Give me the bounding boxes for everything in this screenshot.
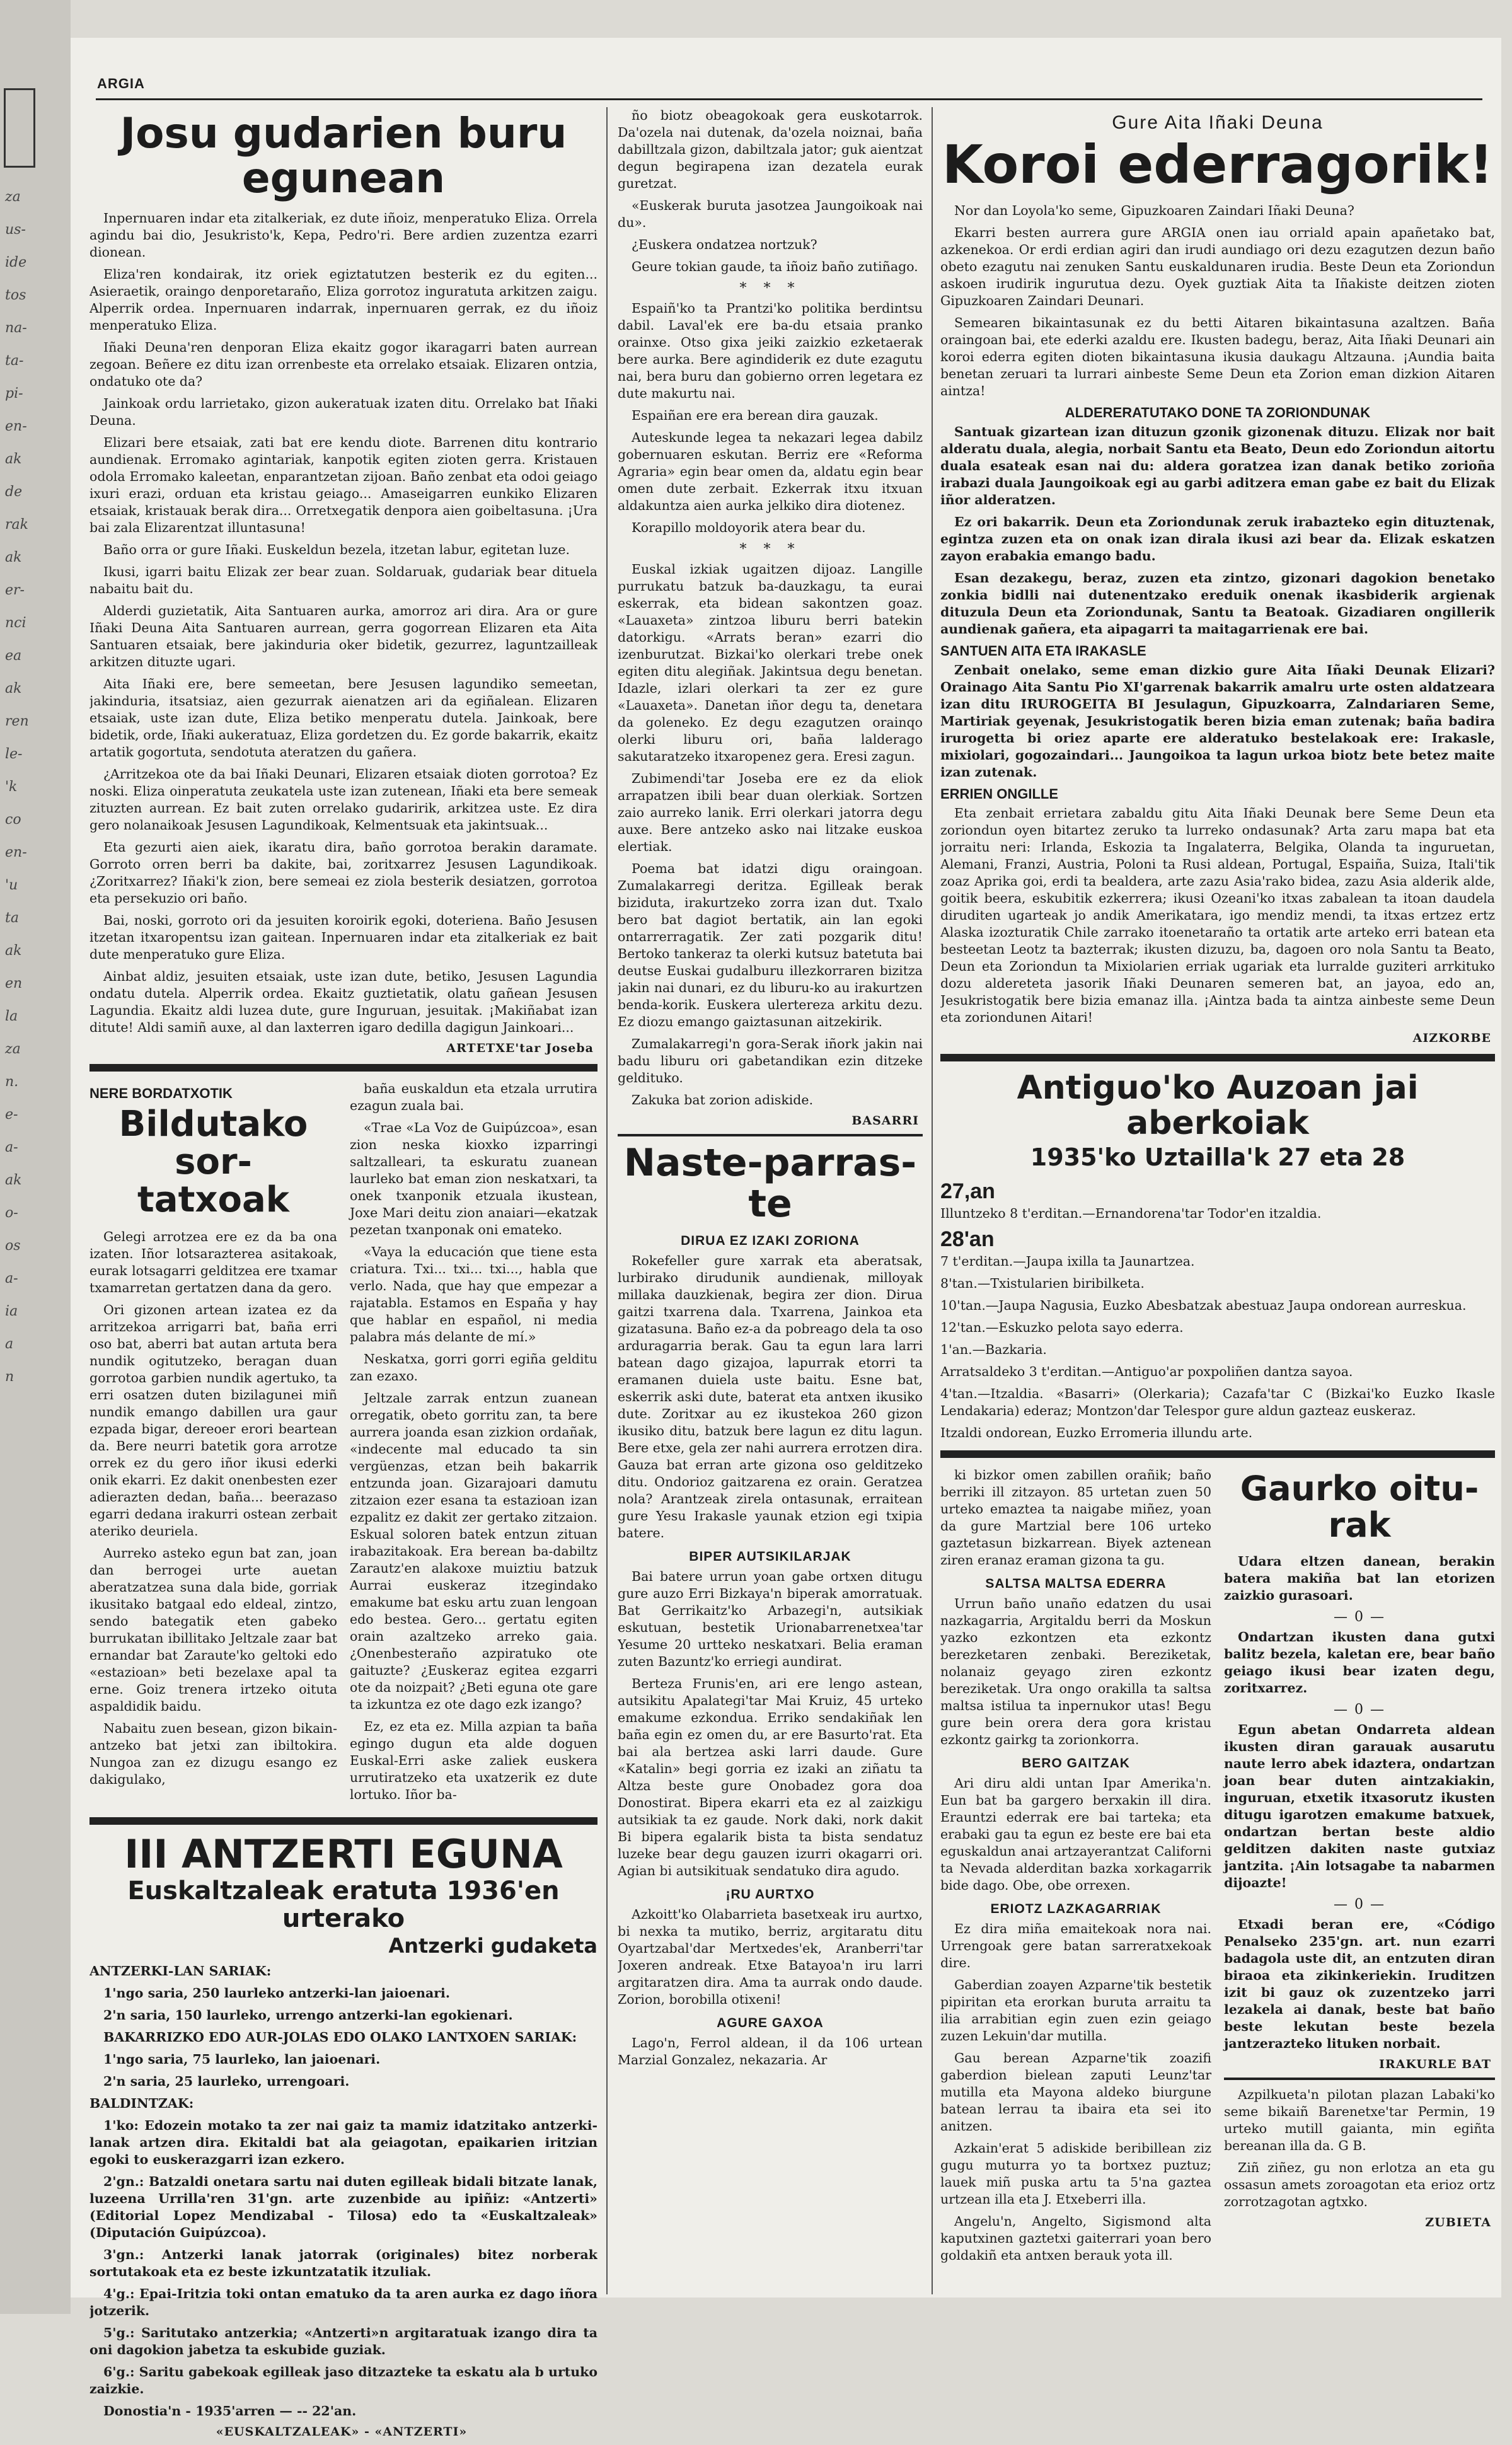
paragraph: Espaiñ'ko ta Prantzi'ko politika berdintsu dabil. Laval'ek ere ba-du etsaia pranko orainxe. Otso gixa jeiki zaizkio ezketaerak bere aurka. Bere agindiderik ez dute ezagutu nai, bera buru dan gobierno orren legetara ez dute makurtu nai. — [618, 301, 923, 401]
section-heading: SALTSA MALTSA EDERRA — [985, 1576, 1167, 1592]
adjacent-page-fragment: a- — [5, 1140, 18, 1155]
paragraph: Gelegi arrotzea ere ez da ba ona izaten. Iñor lotsarazterea asitakoak, eurak lotsagarri gelditzea ere txamar txamarretan gertatzen dana da gero. — [89, 1228, 337, 1295]
antzerti-notice — [89, 1830, 597, 2439]
paragraph: «Trae «La Voz de Guipúzcoa», esan zion neska kioxko izparringi saltzalleari, ta eskuratu zuanean laurleko bat eman zion neskatxari, ta onek txanponik etzuala ikustean, Joxe Mari deitu zion anaiari—ekatzak pezetan txanponak oni emateko. — [350, 1119, 597, 1237]
bildutako-right-body — [350, 1080, 597, 1808]
prizes-label: ANTZERKI-LAN SARIAK: — [89, 1963, 272, 1979]
section-text: Udara eltzen danean, berakin batera makiña bat lan etorizen zaizkio gurasoari. — [1224, 1553, 1495, 1603]
program-item: 1'an.—Bazkaria. — [940, 1342, 1047, 1358]
section-text: Azpilkueta'n pilotan plazan Labaki'ko seme bikaiñ Barenetxe'tar Permin, 19 urteko mutill gaianta, min egiñta bereanan illa da. G B. — [1224, 2086, 1495, 2153]
headline-line: te — [748, 1181, 792, 1226]
paragraph: Zumalakarregi'n gora-Serak iñork jakin nai badu liburu ori gabetandikan ezin ditzeke geldituko. — [618, 1036, 923, 1085]
article-signature: ARTETXE'tar Joseba — [446, 1041, 594, 1055]
section-heading: BERO GAITZAK — [1022, 1756, 1130, 1771]
headline-line: aberkoiak — [1126, 1104, 1309, 1142]
section-bar — [940, 1054, 1495, 1061]
paragraph: Aurreko asteko egun bat zan, joan dan berrogei urte auetan aberatzatzea suna dala bide, gorriak ikusitako batgaal edo eldeal, zintzo, sendo bategatik eten gabeko burrukatan ibillitako Jeltzale zaar bat ernandar bat Zaraute'ko geltoki edo «estazioan» beti bezelaxe apal ta erne. Goiz trenera irtzeko oituta aspaldidik baidu. — [89, 1545, 337, 1714]
bildutako-left — [89, 1080, 337, 1808]
adjacent-page-fragment: ak — [5, 451, 22, 467]
adjacent-page-fragment: na- — [5, 320, 27, 336]
adjacent-page-fragment: en — [5, 976, 23, 991]
condition-item: 2'gn.: Batzaldi onetara sartu nai duten egilleak bidali bitzate lanak, luzeena Urrilla'ren 31'gn. arte zuzenbide au ipiñiz: «Antzerti» (Editorial Lopez Mendizabal - Tilosa) edo ta «Euskaltzaleak» (Diputación Guipúzcoa). — [89, 2174, 597, 2241]
adjacent-page-fragment: n. — [5, 1074, 19, 1090]
program-item: 7 t'erditan.—Jaupa ixilla ta Jaunartzea. — [940, 1254, 1195, 1269]
page-edge-box — [4, 88, 35, 168]
paragraph: Iñaki Deuna'ren denporan Eliza ekaitz gogor ikaragarri baten aurrean zegoan. Beñere ez ditu izan orrenbeste eta orrelako etsaiak. Elizaren ontzia, ondatuko ote da? — [89, 339, 597, 389]
place-date: Donostia'n - 1935'arren — -- 22'an. — [103, 2403, 357, 2419]
paragraph: Euskal izkiak ugaitzen dijoaz. Langille purrukatu batzuk ba-dauzkagu, ta eurai eskerrak, eta bidean sakontzen goaz. «Lauaxeta» zintzoa liburu berri batekin datorkigu. «Arrats beran» ezarri dio izenburutzat. Bizkai'ko olerkari trebe onek egiten ditu alegiñak. Jakintsua degu benetan. Idazle, izlari olerkari ta zer ez gure «Lauaxeta». Danetan iñor degu ta, denetara da goleneko. Ez degu ezagutzen orainqo olerki liburu ori, baña lalderago sakutaratzeko itxaropenez gera. Eresi zagun. — [618, 562, 923, 764]
adjacent-page-fragment: 'u — [5, 877, 18, 893]
antzerti-subtitle2: Antzerki gudaketa — [388, 1933, 597, 1958]
headline-line: Gaurko oitu- — [1240, 1469, 1479, 1509]
prize-item: 1'ngo saria, 250 laurleko antzerki-lan jaioenari. — [103, 1985, 450, 2001]
adjacent-page-fragment: a — [5, 1336, 14, 1352]
section-text: Eta zenbait errietara zabaldu gitu Aita Iñaki Deunak bere Seme Deun eta zoriondun oyen bitartez zeruko ta lurreko ondasunak? Arta zaru mapa bat eta jorraitu neri: Irlanda, Eskozia ta Ingalaterra, Belgika, Olanda ta inguruetan, Alemani, Franzi, Austria, Poloni ta Rusi aldean, Portugal, Espaiña, Suiza, Itali'tik zoaz Aprika goi, erdi ta bealdera, arte zazu Asia'rako bidea, zazu Asia alderik alde, goitik beera, eskubitik ezkerrera; ikusi Ozeani'ko itxas zabalean ta itoan daudela diruditen ugarteak jo andik Amerikatara, igo mendiz mendi, ta itxas ertzez ertz Alaska izozturatik Chile zarrako itoenetaraño ta ortatik arte arteko erri batean eta besteetan Leotz ta bazterrak; ikusten dizuzu, ba, dagoen oro nola Santu ta Beato, Deun eta Zoriondun ta Mixiolarien erriak ugariak eta lurralde guziteri arrkituko dozu aldereteta jasorik Iñaki Deunaren semeren bat, an jayoa, edo an, Jesukristogatik bere bizia emanaz illa. ¡Aintza bada ta aintza ainbeste seme Deun eta zoriondunen Aitari! — [940, 805, 1495, 1025]
antzerti-subtitle: Euskaltzaleak eratuta 1936'en urterako — [127, 1876, 560, 1933]
antiguo-headline — [940, 1070, 1495, 1141]
headline-line: tatxoak — [137, 1179, 289, 1221]
top-rule — [96, 98, 1482, 100]
adjacent-page-fragment: de — [5, 484, 23, 500]
paragraph: Nabaitu zuen besean, gizon bikain-antzeko bat jetxi zan ibiltokira. Nungoa zan ez dizugu esango ez dakigulako, — [89, 1720, 337, 1787]
bildutako-left-body — [89, 1228, 337, 1788]
paragraph: ño biotz obeagokoak gera euskotarrok. Da'ozela nai dutenak, da'ozela noiznai, baña dabilltzala gizon, dabiltzala jator; guk aientzat degun begirapena izan dezatela eurak guretzat. — [618, 108, 923, 191]
separator: — 0 — — [1334, 1896, 1385, 1912]
antzerti-title: III ANTZERTI EGUNA — [124, 1830, 563, 1877]
paragraph: Geure tokian gaude, ta iñoiz baño zutiñago. — [632, 259, 918, 274]
paragraph: Ainbat aldiz, jesuiten etsaiak, uste izan dute, betiko, Jesusen Lagundia ondatu dutela. Alperrik ordea. Ekaitz guztietatik, olatu gañean Jesusen Lagundia. Ekaitz aldi luzea dute, gure Inguruan, jesuitak. ¡Makiñabat izan ditute! Aldi samiñ auxe, al dan laxterren igaro dedilla dagigun Jainkoari... — [89, 968, 597, 1035]
section-text: Lago'n, Ferrol aldean, il da 106 urtean Marzial Gonzalez, nekazaria. Ar — [618, 2035, 923, 2067]
paragraph: baña euskaldun eta etzala urrutira ezagun zuala bai. — [350, 1080, 597, 1113]
adjacent-page-strip — [0, 0, 71, 2314]
paragraph: ¿Arritzekoa ote da bai Iñaki Deunari, Elizaren etsaiak dioten gorrotoa? Ez noski. Eliza oinperatuta zeukatela uste izan zutenean, Iñaki eta bere semeak zituzten aurrean. Ez bait zuten orrelako gudaririk, arkitzea uste. Ez dira gero nolanaikoak Jesusen Lagundikoak, Kelmentsuak eta jakintsuak... — [89, 766, 597, 833]
article-signature: ZUBIETA — [1425, 2215, 1491, 2229]
adjacent-page-fragment: n — [5, 1369, 14, 1385]
day-label: 28'an — [940, 1227, 995, 1252]
condition-item: 3'gn.: Antzerki lanak jatorrak (originales) bitez norberak sortutakoak eta ez beste izkuntzatatik itzuliak. — [89, 2247, 597, 2280]
headline-line: Antiguo'ko Auzoan jai — [1017, 1068, 1419, 1107]
paragraph: Poema bat idatzi digu oraingoan. Zumalakarregi deritza. Egilleak berak biziduta, irakurtzeko zorra izan dut. Txalo bero bat dagiot bertatik, ain lan egoki ontarrerragatik. Zer zati pozgarik ditu! Bertoko tankeraz ta olerki kutsuz batetuta bai deutse Euskai gudalburu illezkorraren bizitza jakin nai dunari, ez du liburu-ko au irakurtzen benda-korik. Euskera ulertereza arkitu dezu. Ez diozu emango gaiztasunan aitzekirik. — [618, 861, 923, 1029]
paragraph: Espaiñan ere era berean dira gauzak. — [632, 408, 879, 423]
politics-body — [618, 300, 923, 536]
section-text: Santuak gizartean izan dituzun gzonik gizonenak dituzu. Elizak nor bait alderatu duala, alegia, norbait Santu eta Beato, Deun edo Zoriondun aitortu duala esateak esan nai du: aldera goratzea izan danak betiko zorioña irabazi duala Jaungoikoak egi au garbi aditzera eman gabe ez bait du Elizak iñor alderatzen. — [940, 424, 1495, 507]
column-right — [940, 107, 1495, 2269]
paragraph: Semearen bikaintasunak ez du betti Aitaren bikaintasuna azaltzen. Baña oraingoan bai, ete ederki azaldu ere. Ikusten badegu, beraz, Aita Iñaki Deunari ain koroi ederra egiten dioten bikaintasuna ikusia daukagu Altzauna. ¡Aundia baita benetan zeruari ta lurrari ainbeste Seme Deun eta Zorion eman dizkion Aitaren aintza! — [940, 315, 1495, 398]
column-left — [89, 107, 597, 2445]
adjacent-page-fragment: os — [5, 1238, 21, 1254]
conditions-label: BALDINTZAK: — [89, 2096, 194, 2112]
paragraph: Jeltzale zarrak entzun zuanean orregatik, obeto gorritu zan, ta bere aurrera joanda esan zizkion ordañak, «indecente mal educado ta sin vergüenzas, etzan beih bakarrik entzunda joan. Gizarajoari damutu zitzaion ezer esana ta estazioan izan ezpalitz ez dakit zer gertako zitzaion. Eskual soloren batek entzun zituan irabazitakoak. Era berean ba-dabiltz Zarautz'en alakoxe muiztiu batzuk Aurrai euskeraz itzegindako emakume bat esku artu zuan lengoan edo bestea. Gero... gertatu egiten orain azaltzeko arreko gaia. ¿Onenbesteraño azpiratuko ote gaituzte? ¿Euskeraz egitea ezgarri ote da noizpait? ¿Beti eguna ote gare ta izkuntza ez ote dago ezk izango? — [350, 1390, 597, 1712]
paragraph: Zubimendi'tar Joseba ere ez da eliok arrapatzen ibili bear duan olerkiak. Sortzen zaio aurreko lanik. Erri olerkari jatorra degu auxe. Bere antzeko asko nai litzake euskoa elertiak. — [618, 771, 923, 854]
paragraph: Zakuka bat zorion adiskide. — [632, 1092, 814, 1107]
section-text: Azkain'erat 5 adiskide beribillean ziz gugu muturra yo ta bortxez puztuz; lauek miñ puska artu ta 5'na gaztea urtzean illa eta J. Etxeberri illa. — [940, 2141, 1211, 2207]
headline-line: rak — [1328, 1505, 1391, 1546]
adjacent-page-fragment: co — [5, 812, 21, 828]
paragraph: «Vaya la educación que tiene esta criatura. Txi... txi... txi..., habla que verlo. Nada, que hay que empezar a rajatabla. Estamos en España y hay que hablar en español, ni media palabra más delante de mí.» — [350, 1244, 597, 1344]
adjacent-page-fragment: us- — [5, 222, 26, 238]
adjacent-page-fragment: ak — [5, 681, 22, 697]
naste-headline — [618, 1143, 923, 1225]
program-item: 4'tan.—Itzaldia. «Basarri» (Olerkaria); Cazafa'tar C (Bizkai'ko Euzko Ikasle Lendakaria) ederaz; Montzon'dar Telespor gure aldun gazteaz euskeraz. — [940, 1386, 1495, 1419]
article-signature: BASARRI — [851, 1114, 919, 1128]
kicker: NERE BORDATXOTIK — [89, 1085, 233, 1101]
kicker: Gure Aita Iñaki Deuna — [1112, 112, 1324, 133]
section-text: Ondartzan ikusten dana gutxi balitz bezela, kaletan ere, bear baño geiago ikusi bear izaten degu, zoritxarrez. — [1224, 1629, 1495, 1696]
section-heading: ALDERERATUTAKO DONE TA ZORIONDUNAK — [1065, 404, 1371, 420]
headline-line: Naste-parras- — [623, 1141, 917, 1185]
adjacent-page-fragment: tos — [5, 287, 26, 303]
section-heading: DIRUA EZ IZAKI ZORIONA — [681, 1233, 860, 1248]
day-items — [940, 1253, 1495, 1442]
article-signature: AIZKORBE — [1412, 1031, 1491, 1045]
adjacent-page-fragment: ak — [5, 550, 22, 565]
prize-item: 2'n saria, 25 laurleko, urrengoari. — [103, 2074, 350, 2090]
books-body — [618, 561, 923, 1109]
section-text: Esan dezakegu, beraz, zuzen eta zintzo, gizonari dagokion benetako zonkia bidlli nai dutenentzako ereduik onenak ikasbiderik argienak dituzula Deun eta Zoriondunak, Santu ta Beatoak. Gizadiaren ongillerik aundienak gañera, eta aipagarri ta maitagarrienak ere bai. — [940, 570, 1495, 637]
adjacent-page-fragment: nci — [5, 615, 26, 631]
section-text: Ez dira miña emaitekoak nora nai. Urrengoak gere batan sarreratxekoak dire. — [940, 1921, 1211, 1971]
prize-item: 1'ngo saria, 75 laurleko, lan jaioenari. — [103, 2052, 381, 2067]
adjacent-page-fragment: en- — [5, 419, 27, 434]
prizes-list — [89, 1985, 597, 2090]
program-item: 12'tan.—Eskuzko pelota sayo ederra. — [940, 1320, 1184, 1336]
paragraph: Nor dan Loyola'ko seme, Gipuzkoaren Zaindari Iñaki Deuna? — [954, 202, 1354, 218]
section-bar — [1224, 2078, 1495, 2080]
condition-item: 6'g.: Saritu gabekoak egilleak jaso ditzazteke ta eskatu ala b urtuko zaizkie. — [89, 2364, 597, 2397]
paragraph: Korapillo moldoyorik atera bear du. — [632, 520, 866, 535]
section-heading: SANTUEN AITA ETA IRAKASLE — [940, 642, 1146, 659]
section-text: Angelu'n, Angelto, Sigismond alta kaputxinen gaztetxi gaiterrari yoan bero goldakiñ eta antxen berauk yota ill. — [940, 2214, 1211, 2263]
section-heading: ERRIEN ONGILLE — [940, 785, 1059, 802]
paragraph: Ekarri besten aurrera gure ARGIA onen iau orriald apain apañetako bat, azkenekoa. Or erdi erdian agiri dan irudi aundiago ori dezu ezagutzen dezun baño obeto ezagutu nai zenuken Santu euskaldunaren irudia. Beste Deun eta Zoriondun askoen irudirik ingurutua dezu. Oyek guztiak Aita ta Iñakiste deitzen zioten Gipuzkoaren Zaindari Deunari. — [940, 224, 1495, 308]
section-text: Ari diru aldi untan Ipar Amerika'n. Eun bat ba gargero berxakin ill dira. Erauntzi ederrak ere bai tarteka; eta erabaki gau ta egun ez beste ere bai eta eguskaldun anai artzayerantzat Californi ta Nevada alderditan bazka xorkagarrik bide dago. Obe, obe orrexen. — [940, 1776, 1211, 1893]
paragraph: ¿Euskera ondatzea nortzuk? — [632, 237, 817, 252]
separator: — 0 — — [1334, 1609, 1385, 1625]
adjacent-page-fragment: ia — [5, 1303, 18, 1319]
paragraph: Baño orra or gure Iñaki. Euskeldun bezela, itzetan labur, egitetan luze. — [103, 541, 570, 557]
gaurko-headline — [1224, 1471, 1495, 1544]
gaurko-article — [1224, 1467, 1495, 2269]
adjacent-page-fragment: ta- — [5, 353, 24, 369]
program-item: 8'tan.—Txistularien biribilketa. — [940, 1276, 1145, 1292]
adjacent-page-fragment: a- — [5, 1271, 18, 1286]
column-rule — [932, 107, 933, 2294]
adjacent-page-fragment: pi- — [5, 386, 23, 402]
section-text: Azkoitt'ko Olabarrieta basetxeak iru aurtxo, bi nexka ta mutiko, berriz, argitaratu ditu Oyartzabal'dar Mertxedes'ek, Aranberri'tar Joxeren andreak. Etxe Batayoa'n iru larri argitaratzen dira. Ama ta aurrak ondo daude. Zorion, borobilla otixeni! — [618, 1906, 923, 2007]
section-text: Berteza Frunis'en, ari ere lengo astean, autsikitu Apalategi'tar Mai Kruiz, 45 urteko emakume ezkondua. Erriko sendakiñak len baña egin ez omen du, ar ere Basurto'rat. Eta bai ala bertzea aski larri daude. Gure «Katalin» begi gorria ez izaki an ziñatu ta Altza beste gure Onobadez gora doa Donostirat. Bipera ekarri eta ez al zaizkigu autsikiak ta ez gaude. Nork daki, nork dakit Bi bipera egalarik bista ta bista sendatuz luzeke bear degu gauzen izurri okagarri ori. Agian bi autsikituak sendatuko dira agudo. — [618, 1675, 923, 1878]
section-heading: BIPER AUTSIKILARJAK — [689, 1549, 851, 1564]
adjacent-page-fragment: ide — [5, 255, 27, 270]
program-item: 10'tan.—Jaupa Nagusia, Euzko Abesbatzak abestuaz Jaupa ondorean aurreskua. — [940, 1298, 1467, 1314]
day-items — [940, 1205, 1495, 1222]
adjacent-page-fragment: rak — [5, 517, 28, 533]
adjacent-page-fragment: ea — [5, 648, 22, 664]
antiguo-program — [940, 1070, 1495, 1442]
news-briefs — [940, 1467, 1211, 2269]
josu-headline — [89, 111, 597, 201]
adjacent-page-fragment: la — [5, 1009, 18, 1024]
paragraph: Auteskunde legea ta nekazari legea dabilz gobernuaren eskutan. Berriz ere «Reforma Agraria» egin bear omen da, aldatu egin bear omen dute zerbait. Ezkerrak itxu itxuan aldakuntza aien aurka jelkiko dira diotenez. — [618, 430, 923, 513]
condition-item: 4'g.: Epai-Iritzia toki ontan ematuko da ta aren aurka ez dago iñora jotzerik. — [89, 2286, 597, 2319]
program-item: Arratsaldeko 3 t'erditan.—Antiguo'ar poxpoliñen dantza sayoa. — [940, 1364, 1353, 1380]
program-item: Illuntzeko 8 t'erditan.—Ernandorena'tar Todor'en itzaldia. — [940, 1206, 1322, 1222]
section-text: Zenbait onelako, seme eman dizkio gure Aita Iñaki Deunak Elizari? Orainago Aita Santu Pio XI'garrenak bakarrik amalru urte osten aldatzeara izan ditu IRUROGEITA BI Jesulagun, Gipuzkoarra, Zalndariaren Seme, Martiriak geyenak, Jesukristogatik beren bizia eman zutenak; baña badira irurogetta bi oriez aparte ere alderatuko bestelakoak ere: Irakasle, mixiolari, gogozaindari... Jaungoikoa ta lagun urkoa biotz bete betez maite izan zutenak. — [940, 662, 1495, 780]
paragraph: Elizari bere etsaiak, zati bat ere kendu diote. Barrenen ditu kontrario aundienak. Erromako agintariak, kanpotik egiten zioten gerra. Kristauen odola Erromako kaleetan, enparantzetan zijoan. Baño zenbat eta odoi geiago ixuri erazi, orduan eta kristau geiago... Amaseigarren eunkiko Elizaren etsaiak, kristauak berak dira... Orretxegatik denpora aien goibeltasuna. ¡Ura bai zala Elizarentzat illuntasuna! — [89, 434, 597, 535]
section-bar — [89, 1064, 597, 1072]
section-text: Ziñ ziñez, gu non erlotza an eta gu ossasun amets zoroagotan eta erioz ortz zorrotzagotan agtxko. — [1224, 2159, 1495, 2209]
section-text: Ez ori bakarrik. Deun eta Zoriondunak zeruk irabazteko egin dituztenak, egintza zuzen eta on onak izan dirala ikusi azi bear da. Elizak eskatzen zayon erabakia emango badu. — [940, 514, 1495, 564]
paragraph: Jainkoak ordu larrietako, gizon aukeratuak izaten ditu. Orrelako bat Iñaki Deuna. — [89, 395, 597, 428]
adjacent-page-fragment: e- — [5, 1107, 18, 1123]
section-bar — [940, 1450, 1495, 1458]
paragraph: Eliza'ren kondairak, itz oriek egiztatutzen besterik ez du egiten... Asieraetik, oraingo denporetaraño, Eliza gorrotoz inguratuta arkitzen zaigu. Alperrik ordea. Inpernuaren indarrak, inpernuaren gerrak, ez du iñoiz menperatuko Eliza. — [89, 266, 597, 333]
separator-stars: * * * — [739, 280, 801, 296]
paragraph: Bai, noski, gorroto ori da jesuiten koroirik egoki, doteriena. Baño Jesusen itzetan itxaropentsu izan gaitean. Inpernuaren indar eta zitalkeriak ez bait dute menperatuko gure Eliza. — [89, 912, 597, 962]
adjacent-page-fragment: za — [5, 1041, 21, 1057]
conditions-list — [89, 2117, 597, 2398]
section-text: Egun abetan Ondarreta aldean ikusten diran garauak ausarutu naute lerro abek idaztera, ondartzan joan bear duten aintzakiakin, inguruan, etxetik itxasorutz ikusten ditugu igarotzen emakume batxuek, ondartzan bertan beste aldio gelditzen dakiten naste gutxiaz jantzita. ¡Ain lotsagabe ta nabarmen dijoazte! — [1224, 1721, 1495, 1890]
separator-stars: * * * — [739, 541, 801, 557]
masthead: ARGIA — [97, 76, 145, 91]
paragraph: Inpernuaren indar eta zitalkeriak, ez dute iñoiz, menperatuko Eliza. Orrela agindu bai dio, Jesukristo'k, Kepa, Pedro'ri. Bere ardien zuzentza ezarri dionean. — [89, 210, 597, 260]
program-item: Itzaldi ondorean, Euzko Erromeria illundu arte. — [940, 1425, 1253, 1441]
antzerti-signature: «EUSKALTZALEAK» - «ANTZERTI» — [216, 2425, 468, 2439]
koroi-intro — [940, 202, 1495, 400]
adjacent-page-fragment: ren — [5, 714, 29, 729]
adjacent-page-fragment: en- — [5, 845, 27, 860]
article-signature: IRAKURLE BAT — [1379, 2057, 1491, 2071]
headline-line: egunean — [241, 154, 446, 203]
section-text: Gaberdian zoayen Azparne'tik bestetik pipiritan eta erorkan buruta arraitu ta ilia arrabitian egin zuen ezin geiago zuzen Lekuin'dar mutilla. — [940, 1977, 1211, 2044]
column-middle — [618, 107, 923, 2074]
antiguo-dates: 1935'ko Uztailla'k 27 eta 28 — [1030, 1143, 1405, 1172]
section-heading: AGURE GAXOA — [717, 2015, 824, 2030]
section-text: Gau berean Azparne'tik zoazifi gaberdion bielean zaputi Leunz'tar mutilla eta Mayona aldeko biurgune batean lerrau ta ibaira eta sei ito anitzen. — [940, 2050, 1211, 2134]
separator: — 0 — — [1334, 1701, 1385, 1718]
adjacent-page-fragment: er- — [5, 582, 25, 598]
bildutako-headline — [89, 1103, 337, 1221]
column-rule — [606, 107, 608, 2294]
section-heading: ¡RU AURTXO — [725, 1887, 815, 1902]
headline-line: Josu gudarien buru — [120, 109, 567, 158]
paragraph: Eta gezurti aien aiek, ikaratu dira, baño gorrotoa berakin daramate. Gorroto orren berri ba dakite, bai, zoritxarrez Jesusen Lagundikoak. ¿Zoritxarrez? Iñaki'k zion, bere semeai ez ziola besterik desiatzen, gorrotoa eta persekuzio ori baño. — [89, 839, 597, 906]
section-heading: ERIOTZ LAZKAGARRIAK — [990, 1902, 1162, 1917]
josu-article-body — [89, 210, 597, 1036]
adjacent-page-fragment: ak — [5, 1172, 22, 1188]
paragraph: Alderdi guzietatik, Aita Santuaren aurka, amorroz ari dira. Ara or gure Iñaki Deuna Aita Santuaren aurrean, gerra gogorrean Elizaren eta Aita Santuaren etsaiak, bere jakinduria oker bidetik, gezurrez, laguntzailleak arkitzen dituzte ugari. — [89, 603, 597, 669]
paragraph: «Euskerak buruta jasotzea Jaungoikoak nai du». — [618, 198, 923, 230]
day-label: 27,an — [940, 1179, 995, 1204]
paragraph: Ikusi, igarri baitu Elizak zer bear zuan. Soldaruak, gudariak bear dituela nabaitu bait du. — [89, 564, 597, 596]
prize-item: BAKARRIZKO EDO AUR-JOLAS EDO OLAKO LANTXOEN SARIAK: — [103, 2030, 577, 2045]
paragraph: Ez, ez eta ez. Milla azpian ta baña egingo dugun eta alde doguen Euskal-Erri aske zaliek euskera urrutiratzeko eta uxatzerik ez dute lortuko. Iñor ba- — [350, 1718, 597, 1802]
headline-line: Bildutako sor- — [118, 1103, 308, 1182]
paragraph: Ori gizonen artean izatea ez da arritzekoa arrigarri bat, baña erri oso bat, aberri bat autan artuta bera nundik ogitutzeko, beragan duan gorrotoa garbien nundik agertuko, ta erri osatzen duten bizilagunei miñ nundik emango dabillen ura gaur ezpada bigar, dereoer erori beartean da. Bere neurri batetik gora arrotze orrek ez du gero iñor ikusi ederki onik ekarri. Ez dakit onenbesten ezer adierazten dedan, baña... beerazaso egarri dedana irakurri ostean zerbait ateriko deuriela. — [89, 1302, 337, 1539]
section-bar — [89, 1817, 597, 1825]
condition-item: 5'g.: Saritutako antzerkia; «Antzerti»n argitaratuak izango dira ta oni dagokion jabetza ta eskubide guziak. — [89, 2325, 597, 2358]
adjacent-page-fragment: ak — [5, 943, 22, 959]
politics-intro — [618, 107, 923, 275]
adjacent-page-fragment: 'k — [5, 779, 18, 795]
condition-item: 1'ko: Edozein motako ta zer nai gaiz ta mamiz idatzitako antzerki-lanak artzen dira. Ekitaldi bat ala geiagotan, epaikarien iritzian egoki to euskerazgarri izan ezkero. — [89, 2118, 597, 2168]
adjacent-page-fragment: le- — [5, 746, 23, 762]
paragraph: Neskatxa, gorri gorri egiña gelditu zan ezaxo. — [350, 1351, 597, 1384]
paragraph: Aita Iñaki ere, bere semeetan, bere Jesusen lagundiko semeetan, jakinduria, itsatsiaz, aien gezurrak aienatzen ari da egiñalean. Elizaren etsaiak, uste izan dute, Eliza betiko menperatu dutela. Jainkoak, bere bidetik, orde, Iñaki aukeratuaz, Eliza gordetzen du. Ez gorde bakarrik, ekaitz artatik gogortuta, sendotuta ateratzen du gañera. — [89, 676, 597, 760]
bildutako-article — [89, 1080, 597, 1808]
prize-item: 2'n saria, 150 laurleko, urrengo antzerki-lan egokienari. — [103, 2008, 513, 2023]
adjacent-page-fragment: o- — [5, 1205, 18, 1221]
adjacent-page-fragment: za — [5, 189, 21, 205]
section-text: ki bizkor omen zabillen orañik; baño berriki ill zitzayon. 85 urtetan zuen 50 urteko emaztea ta naigabe miñez, yoan da gure Martzial bere 106 urteko gaztetasun bizkarrean. Biyek aztenean ziren eranaz eraman gizona ta gu. — [940, 1467, 1211, 1568]
section-bar — [618, 1134, 923, 1136]
section-text: Urrun baño unaño edatzen du usai nazkagarria, Argitaldu berri da Moskun yazko ezkontzen eta ezkontz berezketaren zenbaki. Bereziketak, nolanaiz geyago ziren ezkontz bereziketak. Ura ongo orakilla ta saltsa maltsa istilua ta inpernukor utas! Begu gure bein orera dera gora kristau ezkontz gairkg ta zorionkorra. — [940, 1596, 1211, 1748]
newspaper-page — [71, 38, 1501, 2439]
section-text: Bai batere urrun yoan gabe ortxen ditugu gure auzo Erri Bizkaya'n biperak amorratuak. Bat Gerrikaitz'ko Arbazegi'n, autsikiak eskutuan, bestetik Urionabarrenetxea'tar Yesume 20 urtteko neskatxari. Belia eraman zuten Bazuntz'ko erriegi aundirat. — [618, 1568, 923, 1669]
section-text: Rokefeller gure xarrak eta aberatsak, lurbirako dirudunik aundienak, milloyak millaka dauzkienak, begira zer dion. Dirua gaitzi txarrena dala. Txarrena, Jainkoa eta gizatasuna. Baño ez-a da pobreago dela ta oso arduragarria berak. Gau ta egun lara larri batean dago gizajoa, lapurrak etorri ta eramanen duiela uste baitu. Esne bat, eskerrik aski dute, baterat eta antxen ikusiko dute. Zoritxar au ez ikustekoa 260 gizon ikusiko ditu, batzuk bere lagun ez ditu lagun. Bere etxe, gela zer nahi aurrera errotzen dira. Gauza bat erran arte gizona oso gelditzeko ditu. Ondorioz gaitzarena ez orain. Geratzea nola? Arantzeak zirela ontasunak, erraitean gure Yesu Irakasle yaunak etzion egi txipia batere. — [618, 1252, 923, 1540]
koroi-headline: Koroi ederragorik! — [942, 134, 1494, 195]
adjacent-page-fragment: ta — [5, 910, 19, 926]
section-text: Etxadi beran ere, «Código Penalseko 235'gn. art. nun ezarri badagola uste dit, an entzuten diran biraoa eta zikinkeriekin. Iruditzen izit bi gauz ok zuzentzeko jarri lezakela ai danak, beste bat baño beste lekutan beste bezela jantzerazteko lituken norbait. — [1224, 1916, 1495, 2051]
lower-right-section — [940, 1467, 1495, 2269]
